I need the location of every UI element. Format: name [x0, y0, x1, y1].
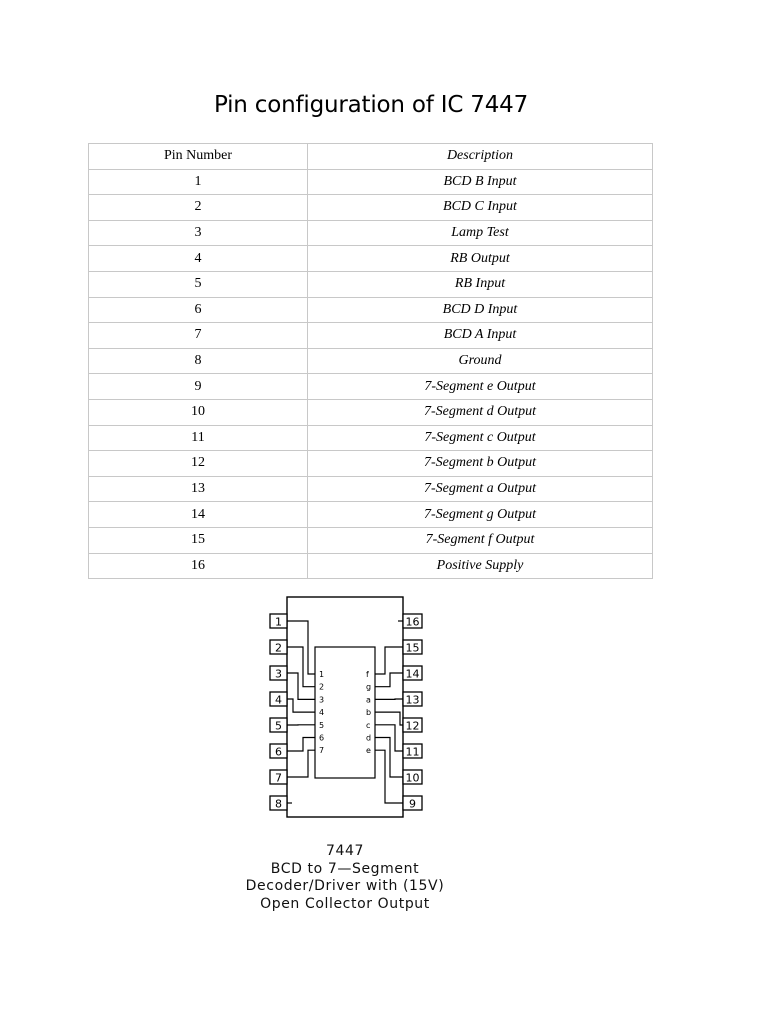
- inner-input-label: 1: [319, 670, 325, 679]
- caption-line: 7447: [325, 843, 365, 859]
- left-pin-number: 6: [275, 745, 282, 759]
- column-header-pin-number: Pin Number: [89, 144, 308, 170]
- pin-number-cell: 4: [89, 246, 308, 272]
- pin-number-cell: 5: [89, 271, 308, 297]
- left-pin-number: 3: [275, 667, 282, 681]
- pin-number-cell: 6: [89, 297, 308, 323]
- pin-number-cell: 8: [89, 348, 308, 374]
- pin-description-cell: 7-Segment b Output: [308, 451, 653, 477]
- pin-number-cell: 14: [89, 502, 308, 528]
- pin-table: [88, 143, 653, 579]
- inner-output-label: g: [366, 682, 372, 692]
- table-row: [89, 297, 653, 323]
- table-header-row: [89, 144, 653, 170]
- right-pin-number: 12: [405, 719, 420, 733]
- inner-output-label: c: [366, 720, 371, 730]
- table-row: [89, 374, 653, 400]
- pin-number-cell: 16: [89, 553, 308, 579]
- inner-output-label: e: [366, 746, 371, 756]
- input-wire: [287, 738, 315, 752]
- caption-line: Decoder/Driver with (15V): [245, 878, 445, 894]
- left-pin-number: 1: [275, 615, 282, 629]
- pin-description-cell: 7-Segment f Output: [308, 527, 653, 553]
- pin-description-cell: 7-Segment g Output: [308, 502, 653, 528]
- left-pin-number: 2: [275, 641, 282, 655]
- pin-description-cell: Lamp Test: [308, 220, 653, 246]
- inner-output-label: f: [366, 670, 369, 679]
- right-pin-number: 16: [405, 615, 420, 629]
- inner-output-label: a: [366, 695, 371, 705]
- inner-input-label: 3: [319, 695, 325, 705]
- table-row: [89, 451, 653, 477]
- pin-number-cell: 15: [89, 527, 308, 553]
- left-pin-number: 8: [275, 797, 282, 811]
- pin-description-cell: 7-Segment c Output: [308, 425, 653, 451]
- table-row: [89, 195, 653, 221]
- table-body: [89, 169, 653, 579]
- input-wire: [287, 750, 315, 777]
- pin-description-cell: BCD A Input: [308, 323, 653, 349]
- pin-description-cell: BCD B Input: [308, 169, 653, 195]
- table-row: [89, 425, 653, 451]
- table-row: [89, 246, 653, 272]
- table-row: [89, 271, 653, 297]
- pin-description-cell: 7-Segment a Output: [308, 476, 653, 502]
- right-pin-number: 10: [405, 771, 420, 785]
- inner-input-label: 7: [319, 746, 325, 756]
- inner-output-label: d: [366, 733, 372, 743]
- right-pin-number: 13: [405, 693, 420, 707]
- pin-number-cell: 3: [89, 220, 308, 246]
- pin-description-cell: RB Input: [308, 271, 653, 297]
- column-header-description: Description: [308, 144, 653, 170]
- inner-output-label: b: [366, 708, 372, 718]
- inner-input-label: 6: [319, 733, 325, 743]
- pin-number-cell: 13: [89, 476, 308, 502]
- right-pin-number: 14: [405, 667, 420, 681]
- right-pin-number: 15: [405, 641, 420, 655]
- output-wire: [375, 738, 403, 778]
- pin-description-cell: BCD D Input: [308, 297, 653, 323]
- caption-line: Open Collector Output: [260, 896, 430, 912]
- pin-number-cell: 12: [89, 451, 308, 477]
- table-row: [89, 476, 653, 502]
- inner-input-label: 5: [319, 720, 325, 730]
- pin-number-cell: 9: [89, 374, 308, 400]
- inner-input-label: 2: [319, 682, 325, 692]
- table-row: [89, 220, 653, 246]
- table-row: [89, 502, 653, 528]
- table-row: [89, 399, 653, 425]
- pin-number-cell: 10: [89, 399, 308, 425]
- pin-number-cell: 1: [89, 169, 308, 195]
- output-wire: [375, 712, 403, 725]
- table-row: [89, 527, 653, 553]
- table-row: [89, 348, 653, 374]
- output-wire: [375, 673, 403, 687]
- inner-input-label: 4: [319, 708, 325, 718]
- left-pin-number: 5: [275, 719, 282, 733]
- pin-description-cell: Positive Supply: [308, 553, 653, 579]
- pin-description-cell: RB Output: [308, 246, 653, 272]
- right-pin-number: 11: [405, 745, 420, 759]
- right-pin-number: 9: [409, 797, 416, 811]
- pin-number-cell: 2: [89, 195, 308, 221]
- table-row: [89, 323, 653, 349]
- caption-line: BCD to 7—Segment: [270, 861, 420, 877]
- pin-description-cell: Ground: [308, 348, 653, 374]
- pin-description-cell: 7-Segment e Output: [308, 374, 653, 400]
- page-title: Pin configuration of IC 7447: [213, 92, 529, 118]
- output-wire: [375, 647, 403, 674]
- left-pin-number: 4: [275, 693, 282, 707]
- pin-number-cell: 7: [89, 323, 308, 349]
- left-pin-number: 7: [275, 771, 282, 785]
- pin-description-cell: 7-Segment d Output: [308, 399, 653, 425]
- input-wire: [287, 699, 315, 712]
- input-wire: [287, 647, 315, 687]
- pin-description-cell: BCD C Input: [308, 195, 653, 221]
- table-row: [89, 553, 653, 579]
- table-row: [89, 169, 653, 195]
- pin-number-cell: 11: [89, 425, 308, 451]
